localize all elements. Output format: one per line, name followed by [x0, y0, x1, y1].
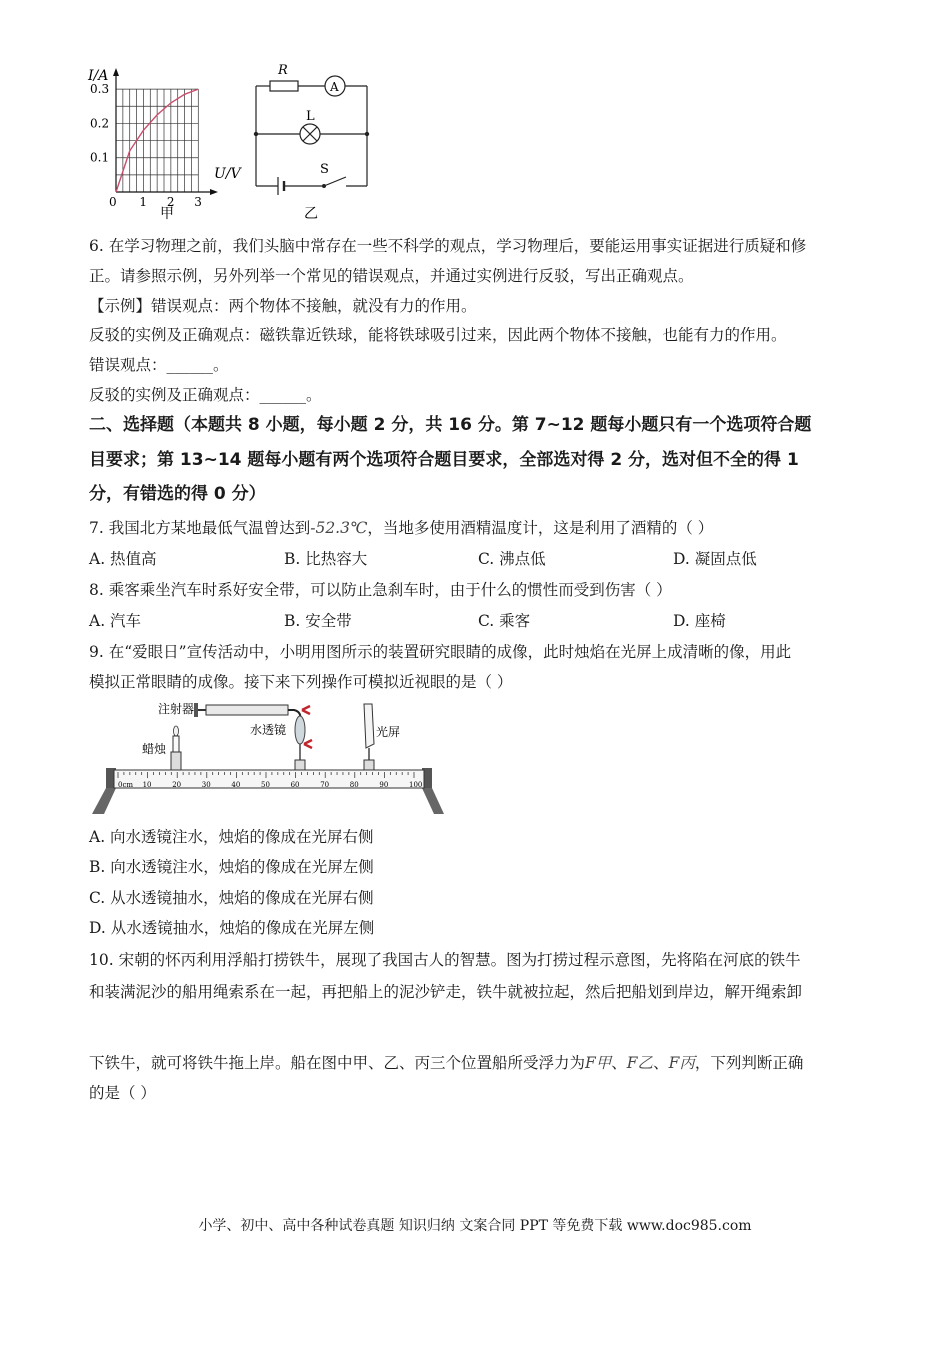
syringe-handle	[194, 703, 198, 717]
junction-dot	[365, 132, 369, 136]
circuit-caption: 乙	[304, 206, 318, 222]
ruler-label: 10	[142, 781, 152, 789]
q10-force-3: F丙	[668, 1054, 695, 1072]
clip-icon	[302, 706, 310, 714]
ruler-label: 20	[172, 781, 182, 789]
q7-stem-part-a: 7. 我国北方某地最低气温曾达到	[89, 519, 311, 537]
lens-label: 水透镜	[250, 723, 287, 737]
lens-clip-icon	[304, 740, 312, 748]
candle-holder	[171, 752, 181, 770]
q10-line-3-part-a: 下铁牛，就可将铁牛拖上岸。船在图中甲、乙、丙三个位置船所受浮力为	[89, 1054, 586, 1072]
q8-option-b[interactable]: B. 安全带	[284, 612, 352, 630]
q10-line-3	[89, 1053, 803, 1073]
q8-option-c[interactable]: C. 乘客	[478, 612, 531, 630]
iu-graph-caption: 甲	[160, 206, 174, 222]
q9-line-1: 9. 在“爱眼日”宣传活动中，小明用图所示的装置研究眼睛的成像，此时烛焰在光屏上成清晰的像，用此	[89, 643, 792, 661]
ruler-label: 70	[320, 781, 330, 789]
q6-rebuttal-blank[interactable]: 反驳的实例及正确观点：______。	[89, 386, 322, 404]
q6-line-2: 正。请参照示例，另外列举一个常见的错误观点，并通过实例进行反驳，写出正确观点。	[89, 267, 694, 285]
switch-pivot	[322, 184, 326, 188]
optical-bench-figure	[88, 698, 448, 816]
iu-graph-grid	[116, 89, 198, 192]
q9-line-2: 模拟正常眼睛的成像。接下来下列操作可模拟近视眼的是（ ）	[89, 673, 513, 691]
q9-option-d[interactable]: D. 从水透镜抽水，烛焰的像成在光屏左侧	[89, 919, 375, 937]
lamp-label: L	[306, 109, 315, 124]
q10-sep-2: 、	[653, 1054, 669, 1072]
switch-blade	[324, 177, 346, 186]
q7-option-d[interactable]: D. 凝固点低	[673, 550, 757, 568]
iu-graph-figure	[86, 62, 251, 222]
water-lens	[295, 716, 305, 744]
q7-temperature: -52.3℃	[310, 519, 368, 537]
q6-example: 【示例】错误观点：两个物体不接触，就没有力的作用。	[89, 297, 477, 315]
q7-option-c[interactable]: C. 沸点低	[478, 550, 546, 568]
q7-stem	[89, 518, 713, 538]
syringe-barrel	[206, 705, 288, 715]
x-tick-label: 2	[166, 195, 175, 209]
lens-holder	[295, 760, 305, 770]
ruler-label: 100	[409, 781, 423, 789]
light-screen	[364, 704, 374, 748]
resistor-label: R	[278, 63, 288, 78]
ruler-label: 50	[261, 781, 270, 789]
ruler-label: 60	[290, 781, 300, 789]
candle-body	[173, 736, 179, 752]
q10-force-2: F乙	[626, 1054, 654, 1072]
page-footer: 小学、初中、高中各种试卷真题 知识归纳 文案合同 PPT 等免费下载 www.doc985.com	[198, 1218, 752, 1234]
circuit-figure	[248, 58, 378, 223]
q6-rebuttal: 反驳的实例及正确观点：磁铁靠近铁球，能将铁球吸引过来，因此两个物体不接触，也能有力的作用。	[89, 326, 787, 344]
junction-dot	[254, 132, 258, 136]
q7-option-b[interactable]: B. 比热容大	[284, 550, 368, 568]
q7-option-a[interactable]: A. 热值高	[89, 550, 157, 568]
resistor-symbol	[270, 81, 298, 91]
q7-stem-part-b: ，当地多使用酒精温度计，这是利用了酒精的（ ）	[367, 519, 714, 537]
x-tick-label: 0	[109, 195, 117, 209]
section2-heading-line-3: 分，有错选的得 0 分）	[89, 484, 266, 504]
iu-graph-x-label: U/V	[214, 166, 241, 182]
x-tick-label: 3	[194, 195, 202, 209]
q10-line-3-part-b: ，下列判断正确	[694, 1054, 804, 1072]
y-axis-arrow-icon	[113, 68, 119, 76]
section2-heading-line-2: 目要求；第 13~14 题每小题有两个选项符合题目要求，全部选对得 2 分，选对但不全的得 1	[89, 450, 799, 470]
screen-holder	[364, 760, 374, 770]
candle-label: 蜡烛	[142, 742, 167, 756]
x-axis-arrow-icon	[210, 189, 218, 195]
ruler-label: 0cm	[118, 781, 134, 789]
q8-option-d[interactable]: D. 座椅	[673, 612, 726, 630]
ruler-label: 80	[349, 781, 359, 789]
q10-line-1: 10. 宋朝的怀丙利用浮船打捞铁牛，展现了我国古人的智慧。图为打捞过程示意图，先将陷在河底的铁牛	[89, 951, 801, 969]
ruler-label: 30	[201, 781, 211, 789]
x-tick-label: 1	[139, 195, 148, 209]
ammeter-label: A	[330, 80, 339, 94]
left-leg	[92, 788, 116, 814]
ruler-label: 40	[231, 781, 241, 789]
q9-option-b[interactable]: B. 向水透镜注水，烛焰的像成在光屏左侧	[89, 858, 374, 876]
section2-heading-line-1: 二、选择题（本题共 8 小题，每小题 2 分，共 16 分。第 7~12 题每小题只有一个选项符合题	[89, 415, 812, 435]
y-tick-label: 0.2	[90, 116, 110, 131]
q9-option-a[interactable]: A. 向水透镜注水，烛焰的像成在光屏右侧	[89, 828, 374, 846]
q10-force-1: F甲	[585, 1054, 612, 1072]
q8-stem: 8. 乘客乘坐汽车时系好安全带，可以防止急刹车时，由于什么的惯性而受到伤害（ ）	[89, 581, 672, 599]
screen-label: 光屏	[376, 725, 401, 739]
switch-label: S	[320, 162, 329, 177]
q9-option-c[interactable]: C. 从水透镜抽水，烛焰的像成在光屏右侧	[89, 889, 374, 907]
iu-graph-y-label: I/A	[88, 68, 109, 84]
syringe-label: 注射器	[158, 702, 195, 716]
q6-wrong-view-blank[interactable]: 错误观点：______。	[89, 356, 229, 374]
y-tick-label: 0.1	[90, 150, 110, 165]
right-leg	[422, 788, 444, 814]
q8-option-a[interactable]: A. 汽车	[89, 612, 142, 630]
candle-flame-icon	[174, 726, 179, 736]
q10-sep-1: 、	[611, 1054, 627, 1072]
q10-line-4: 的是（ ）	[89, 1084, 156, 1102]
y-tick-label: 0.3	[90, 82, 110, 97]
ruler-label: 90	[379, 781, 389, 789]
iu-graph-ticks	[90, 82, 202, 209]
q10-line-2: 和装满泥沙的船用绳索系在一起，再把船上的泥沙铲走，铁牛就被拉起，然后把船划到岸边，解开绳索卸	[89, 983, 803, 1001]
q6-line-1: 6. 在学习物理之前，我们头脑中常存在一些不科学的观点，学习物理后，要能运用事实证据进行质疑和修	[89, 237, 807, 255]
